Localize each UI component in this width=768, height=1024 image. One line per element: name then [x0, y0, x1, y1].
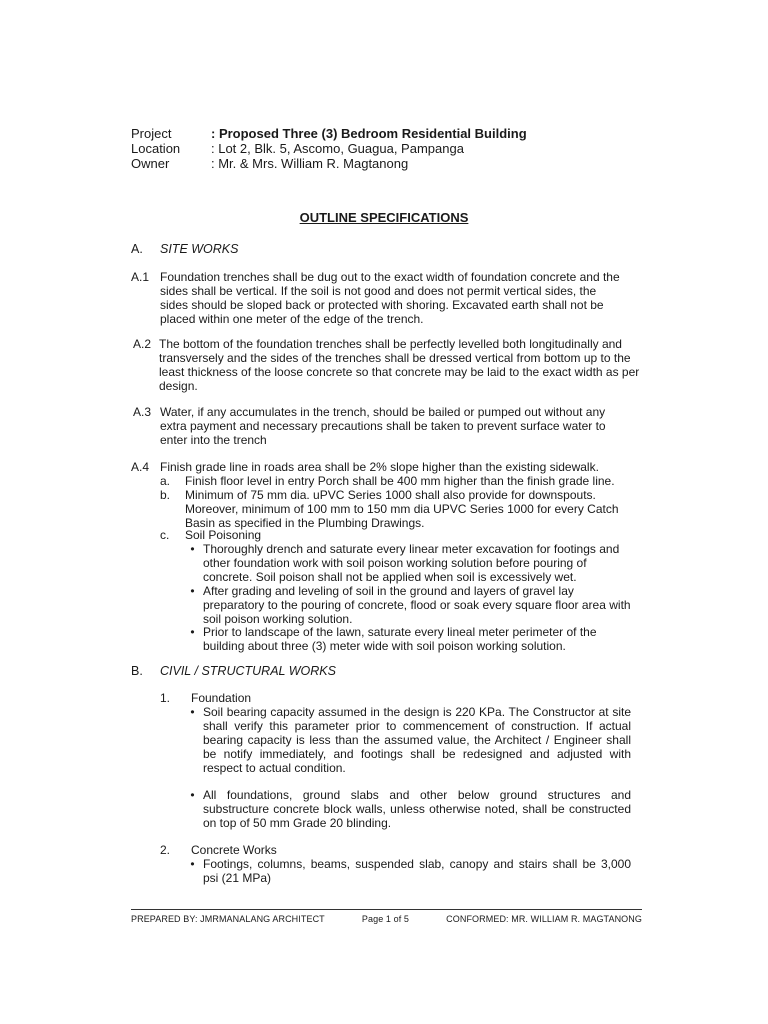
bullet-text: All foundations, ground slabs and other below ground structures and substructure concrete block walls, unless otherwise noted, shall be constructed on top of 50 mm Grade 20 blinding. [203, 788, 631, 830]
item-letter: a. [160, 474, 171, 488]
prepared-by: PREPARED BY: JMRMANALANG ARCHITECT [131, 914, 325, 924]
location-value: : Lot 2, Blk. 5, Ascomo, Guagua, Pampanga [211, 141, 464, 156]
a4-item-c [160, 528, 645, 542]
foundation-bullet-1 [182, 705, 631, 775]
a4-item-a [160, 474, 655, 488]
owner-label: Owner [131, 156, 170, 171]
paragraph-text: The bottom of the foundation trenches shall be perfectly levelled both longitudinally and transversely and the sides of the trenches shall be dressed vertical from bottom up to the least thickness of the loose concrete so that concrete may be laid to the exact width as per design. [159, 337, 640, 393]
paragraph-number: A.4 [131, 460, 150, 474]
bullet-text: After grading and leveling of soil in the ground and layers of gravel lay preparatory to the pouring of concrete, flood or soak every square floor area with soil poison working solution. [203, 584, 631, 626]
section-letter: B. [131, 664, 143, 678]
bullet-text: Thoroughly drench and saturate every linear meter excavation for footings and other foundation work with soil poison working solution before pouring of concrete. Soil poison shall not be applied when soil is excessively wet. [203, 542, 620, 584]
foundation-bullet-2 [182, 788, 631, 830]
item-letter: b. [160, 488, 171, 502]
project-label: Project [131, 126, 172, 141]
section-title: CIVIL / STRUCTURAL WORKS [160, 664, 336, 678]
paragraph-text: Water, if any accumulates in the trench, should be bailed or pumped out without any extra payment and necessary precautions shall be taken to prevent surface water to enter into the trench [160, 405, 606, 447]
concrete-works-heading [160, 843, 651, 857]
bullet-text: Soil bearing capacity assumed in the design is 220 KPa. The Constructor at site shall verify this parameter prior to commencement of construction. If actual bearing capacity is less than the assumed value, the Architect / Engineer shall be notify immediately, and footings shall be redesigned and adjusted with respect to actual condition. [203, 705, 631, 775]
location-label: Location [131, 141, 181, 156]
paragraph-a3 [133, 405, 632, 447]
bullet-marker: • [190, 857, 195, 871]
item-number: 2. [160, 843, 171, 857]
item-number: 1. [160, 691, 171, 705]
section-title: SITE WORKS [160, 242, 239, 256]
bullet-marker: • [190, 705, 195, 719]
paragraph-a4 [131, 460, 650, 474]
paragraph-text: Foundation trenches shall be dug out to the exact width of foundation concrete and the sides shall be vertical. If the soil is not good and does not permit vertical sides, the sides should be sloped back or protected with shoring. Excavated earth shall not be placed within one meter of the edge of the trench. [160, 270, 620, 326]
paragraph-number: A.3 [133, 405, 152, 419]
owner-row [131, 156, 408, 171]
section-letter: A. [131, 242, 143, 256]
section-b-heading [131, 664, 336, 678]
item-title: Concrete Works [191, 843, 277, 857]
foundation-heading [160, 691, 651, 705]
paragraph-a1 [131, 270, 626, 326]
item-title: Foundation [191, 691, 252, 705]
paragraph-number: A.2 [133, 337, 152, 351]
paragraph-text: Finish grade line in roads area shall be 2% slope higher than the existing sidewalk. [160, 460, 599, 474]
footer-rule [131, 909, 642, 910]
item-letter: c. [160, 528, 170, 542]
bullet-text: Prior to landscape of the lawn, saturate every lineal meter perimeter of the building about three (3) meter wide with soil poison working solution. [203, 625, 597, 653]
project-row [131, 126, 527, 141]
concrete-works-bullet-1 [182, 857, 631, 885]
page-footer [131, 912, 642, 926]
document-title: OUTLINE SPECIFICATIONS [299, 210, 469, 225]
soil-poisoning-bullet-2 [182, 584, 631, 626]
owner-value: : Mr. & Mrs. William R. Magtanong [211, 156, 409, 171]
item-text: Soil Poisoning [185, 528, 262, 542]
location-row [131, 141, 464, 156]
item-text: Minimum of 75 mm dia. uPVC Series 1000 shall also provide for downspouts. Moreover, minimum of 100 mm to 150 mm dia UPVC Series 1000 for every Catch Basin as specified in the Plumbing Drawings. [185, 488, 619, 530]
section-a-heading [131, 242, 238, 256]
page-number: Page 1 of 5 [361, 914, 410, 924]
conformed-by: CONFORMED: MR. WILLIAM R. MAGTANONG [446, 914, 642, 924]
paragraph-number: A.1 [131, 270, 150, 284]
soil-poisoning-bullet-3 [182, 625, 631, 653]
soil-poisoning-bullet-1 [182, 542, 631, 584]
bullet-marker: • [190, 788, 195, 802]
bullet-marker: • [190, 625, 195, 639]
a4-item-b [160, 488, 647, 530]
paragraph-a2 [133, 337, 643, 393]
project-value: : Proposed Three (3) Bedroom Residential Building [211, 126, 527, 141]
bullet-marker: • [190, 542, 195, 556]
bullet-text: Footings, columns, beams, suspended slab, canopy and stairs shall be 3,000 psi (21 MPa) [203, 857, 631, 885]
item-text: Finish floor level in entry Porch shall be 400 mm higher than the finish grade line. [185, 474, 615, 488]
bullet-marker: • [190, 584, 195, 598]
